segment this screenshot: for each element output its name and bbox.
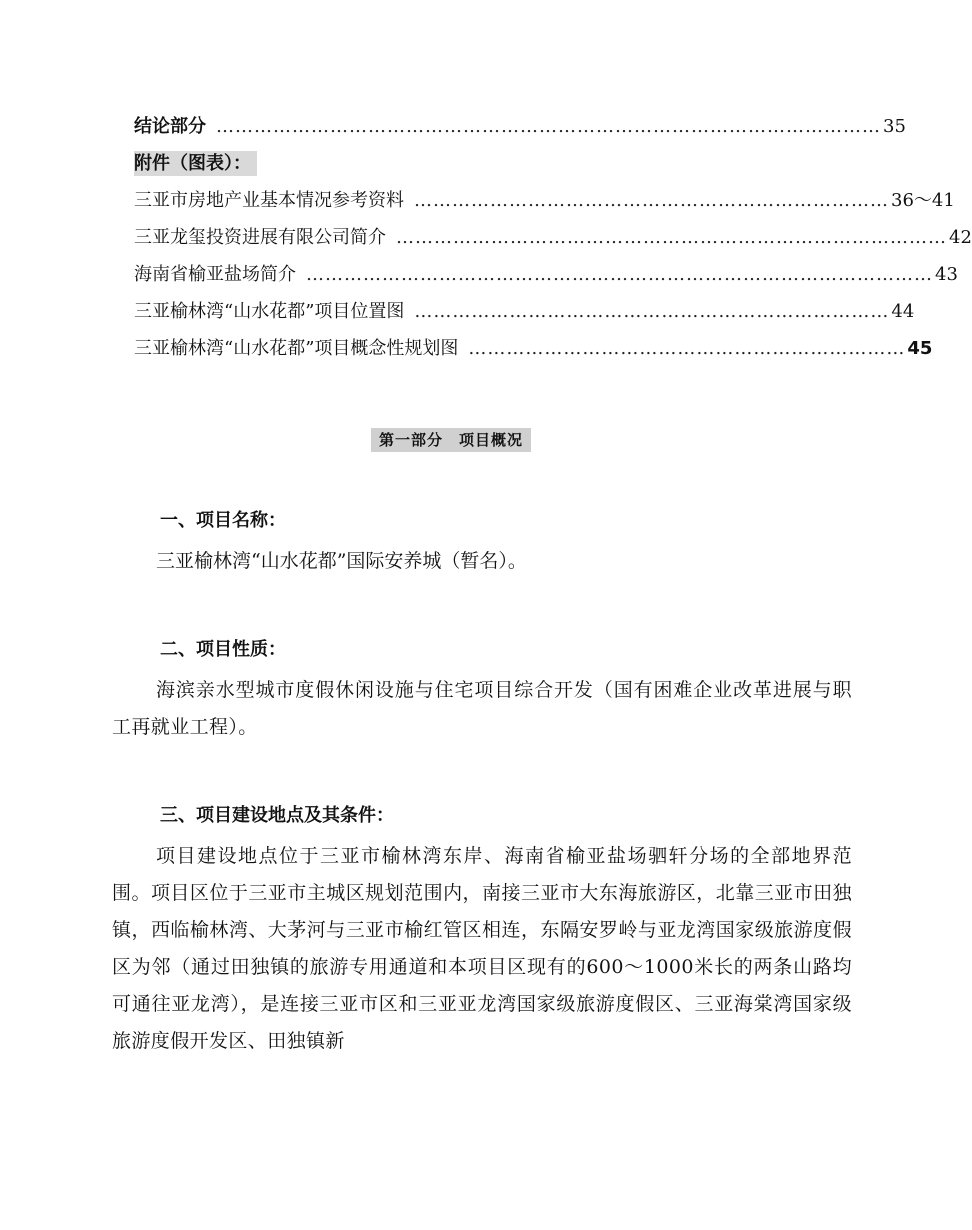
toc-entry-label: 三亚龙玺投资进展有限公司简介 <box>134 227 386 248</box>
toc-entry-label: 三亚榆林湾“山水花都”项目位置图 <box>134 301 405 322</box>
toc-page-number: 36～41 <box>891 190 955 211</box>
toc-leader-dots: …………………………………………………………………………… <box>396 227 947 248</box>
toc-page-number: 43 <box>935 264 958 285</box>
toc-entry <box>134 334 933 371</box>
section-heading-location: 三、项目建设地点及其条件： <box>160 805 394 826</box>
toc-leader-dots: …………………………………………………………… <box>468 338 906 359</box>
table-of-contents <box>134 112 972 371</box>
toc-appendix-heading: 附件（图表）： <box>134 149 824 186</box>
part-title: 第一部分 项目概况 <box>371 428 531 452</box>
toc-entry-label: 结论部分 <box>134 116 206 137</box>
toc-entry-label: 三亚市房地产业基本情况参考资料 <box>134 190 404 211</box>
toc-page-number: 44 <box>891 301 915 322</box>
section-heading-name: 一、项目名称： <box>160 510 286 531</box>
toc-entry-conclusion <box>134 112 906 149</box>
toc-entry <box>134 260 958 297</box>
section-text-location: 项目建设地点位于三亚市榆林湾东岸、海南省榆亚盐场驷轩分场的全部地界范围。项目区位于三亚市主城区规划范围内，南接三亚市大东海旅游区，北靠三亚市田独镇，西临榆林湾、大茅河与三亚市榆红管区相连，东隔安罗岭与亚龙湾国家级旅游度假区为邻（通过田独镇的旅游专用通道和本项目区现有的600～1000米长的两条山路均可通往亚龙湾），是连接三亚市区和三亚亚龙湾国家级旅游度假区、三亚海棠湾国家级旅游度假开发区、田独镇新 <box>112 845 852 1052</box>
toc-page-number: 35 <box>883 116 906 137</box>
section-text-nature: 海滨亲水型城市度假休闲设施与住宅项目综合开发（国有困难企业改革进展与职工再就业工程）。 <box>112 679 852 738</box>
toc-leader-dots: ………………………………………………………………… <box>414 301 890 322</box>
section-heading-nature: 二、项目性质： <box>160 639 286 660</box>
toc-leader-dots: …………………………………………………………………………………………… <box>216 116 881 137</box>
toc-entry <box>134 297 915 334</box>
section-text-name: 三亚榆林湾“山水花都”国际安养城（暂名）。 <box>156 550 527 572</box>
toc-entry-label: 海南省榆亚盐场简介 <box>134 264 296 285</box>
toc-entry <box>134 186 955 223</box>
toc-leader-dots: ………………………………………………………………… <box>414 190 889 211</box>
toc-page-number: 45 <box>907 338 933 359</box>
toc-entry <box>134 223 972 260</box>
toc-page-number: 42 <box>949 227 972 248</box>
toc-entry-label: 三亚榆林湾“山水花都”项目概念性规划图 <box>134 338 459 359</box>
toc-leader-dots: ……………………………………………………………………………………… <box>306 264 933 285</box>
